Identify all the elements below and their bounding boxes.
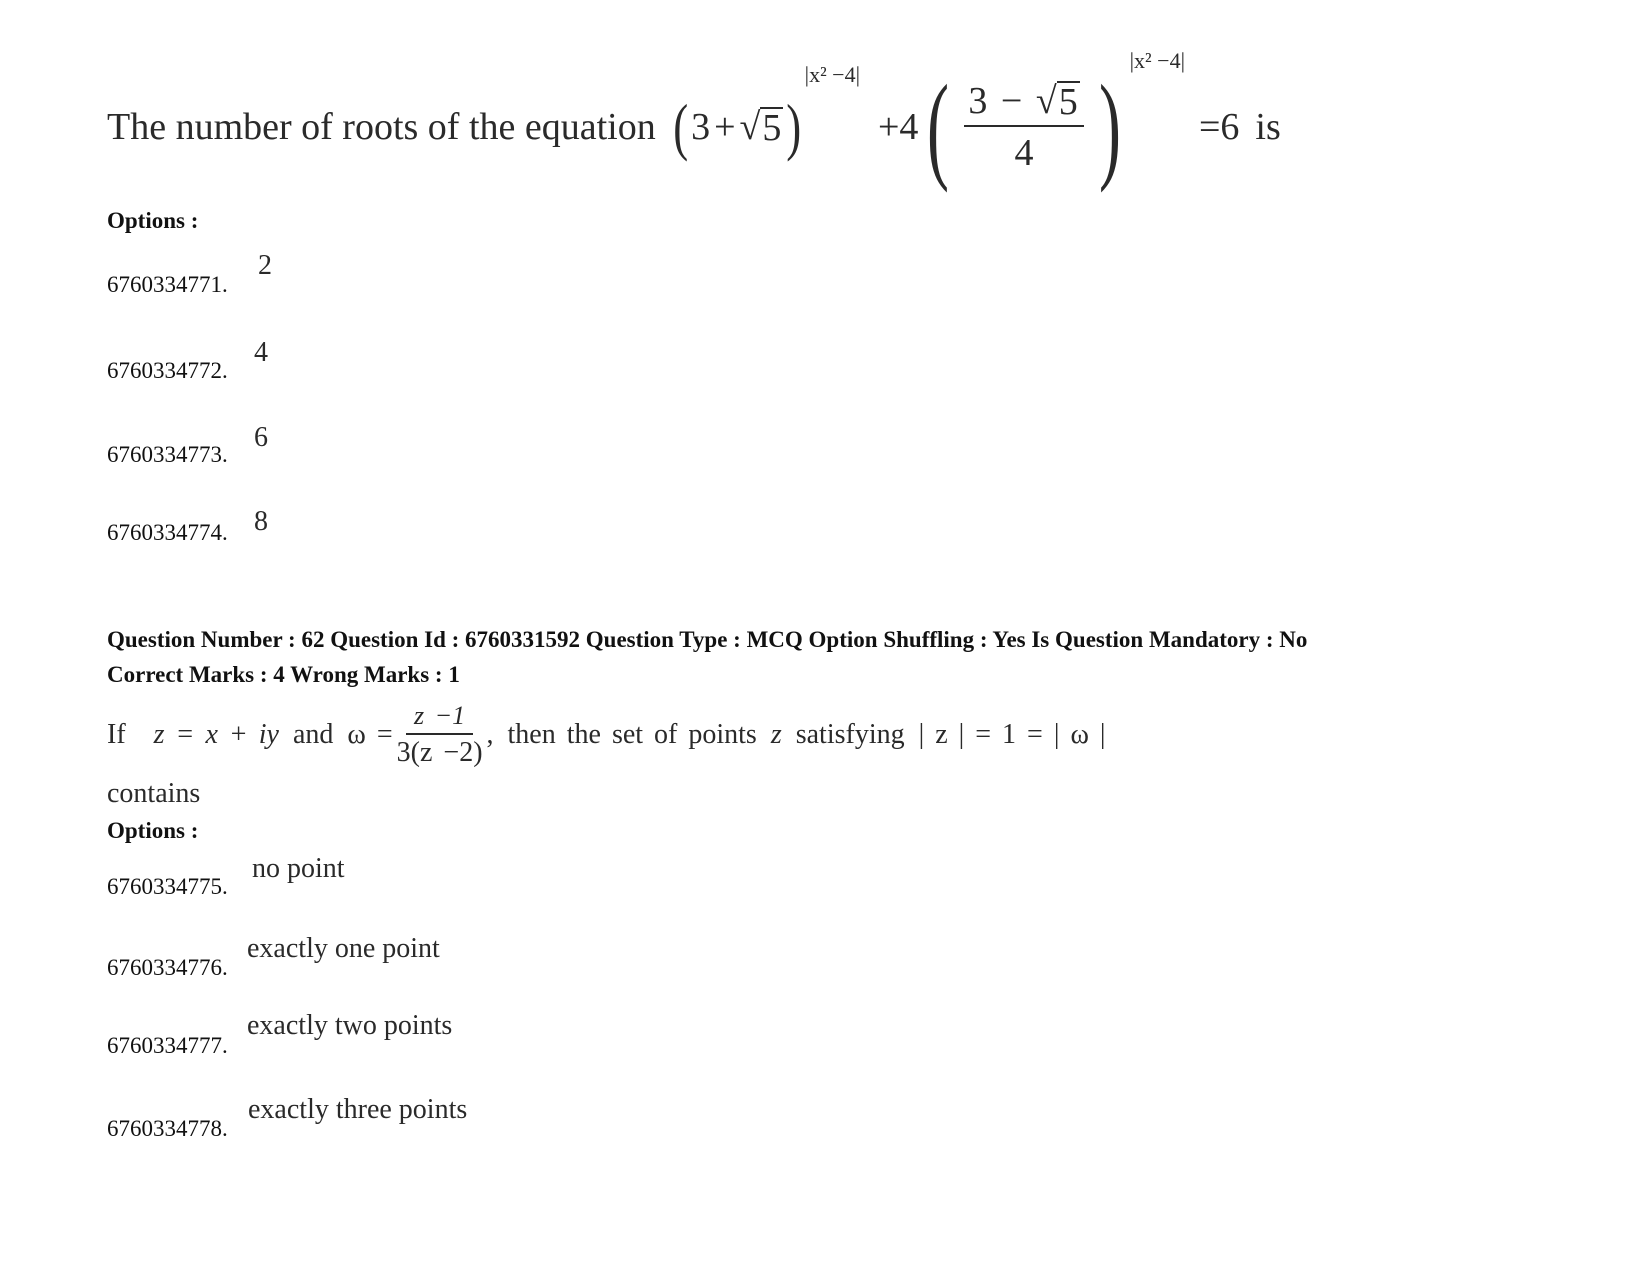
open-paren: ( [672,91,688,162]
option-id: 6760334778. [107,1116,228,1141]
q2-fraction-numerator: z −1 [406,701,473,735]
options-label-1: Options : [107,208,199,233]
q2-and: and [292,719,334,750]
question-1-tail: is [1255,106,1281,148]
option-id: 6760334772. [107,358,228,383]
option-value[interactable]: exactly two points [247,1010,453,1041]
question-2-text [107,690,1106,780]
close-paren: ) [786,91,802,162]
q2-contains: contains [107,778,201,809]
option-id: 6760334771. [107,272,228,297]
option-value[interactable]: 2 [258,250,272,281]
exponent-2: |x² −4| [1129,48,1185,73]
option-value[interactable]: 6 [254,422,268,453]
fraction-numerator: 3 − √ 5 [964,79,1083,127]
option-id: 6760334777. [107,1033,228,1058]
option-value[interactable]: exactly three points [248,1094,468,1125]
q2-comma: , [486,719,494,750]
question-1-text [107,48,1281,193]
option-value[interactable]: exactly one point [247,933,440,964]
option-value[interactable]: no point [252,853,345,884]
q2-condition: | z | = 1 = | ω | [918,719,1106,750]
q2-z-var: z [770,719,782,750]
option-value[interactable]: 8 [254,506,268,537]
sqrt-5: √ 5 [739,106,782,150]
question-2-meta-line1: Question Number : 62 Question Id : 6760331592 Question Type : MCQ Option Shuffling : Yes Is Question Mandatory : No [107,627,1308,652]
q2-z-definition: z = x + iy [153,719,279,750]
q2-if: If [107,719,126,750]
rhs: =6 [1198,106,1240,148]
q2-omega-eq: ω = [347,719,393,750]
q2-satisfying: satisfying [795,719,905,750]
question-2-meta-line2: Correct Marks : 4 Wrong Marks : 1 [107,662,460,687]
exponent-1: |x² −4| [804,62,860,87]
big-close-paren-icon: ) [1098,60,1121,193]
term1-constant: 3 [691,106,711,148]
option-id: 6760334773. [107,442,228,467]
option-id: 6760334775. [107,874,228,899]
option-value[interactable]: 4 [254,337,268,368]
option-id: 6760334774. [107,520,228,545]
coefficient: +4 [877,106,919,148]
q2-fraction-denominator: 3(z −2) [396,737,483,768]
q2-fraction [397,701,483,769]
radical-sign-icon: √ [1035,80,1057,122]
big-open-paren-icon: ( [927,60,950,193]
fraction-denominator: 4 [1014,132,1034,174]
option-id: 6760334776. [107,955,228,980]
question-1-lead: The number of roots of the equation [107,106,656,148]
fraction [964,79,1083,175]
radical-sign-icon: √ [739,106,761,148]
options-label-2: Options : [107,818,199,843]
q2-then-text: then the set of points [507,719,757,750]
term1-plus: + [714,106,736,148]
